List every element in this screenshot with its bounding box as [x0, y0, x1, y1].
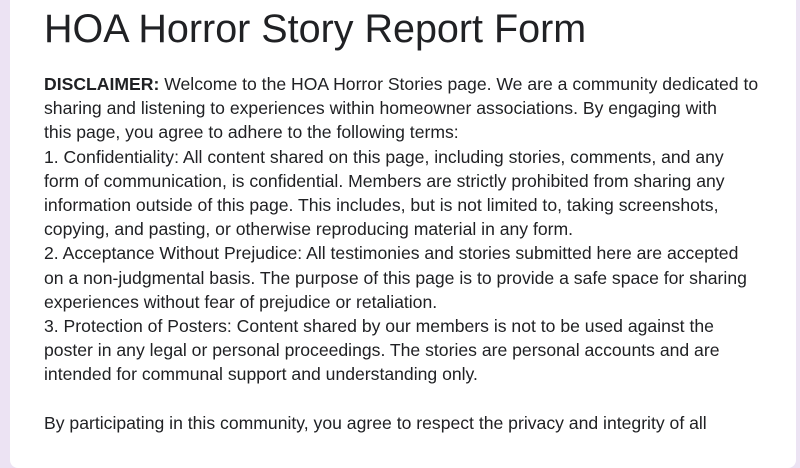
form-title: HOA Horror Story Report Form	[44, 7, 587, 51]
protection-term-line: intended for communal support and understanding only.	[44, 364, 478, 385]
confidentiality-term-line: information outside of this page. This includes, but is not limited to, taking screenshots,	[44, 195, 719, 216]
disclaimer-label: DISCLAIMER:	[44, 74, 160, 94]
participation-line: By participating in this community, you agree to respect the privacy and integrity of all	[44, 412, 707, 433]
confidentiality-term-line: form of communication, is confidential. Members are strictly prohibited from sharing any	[44, 170, 725, 191]
protection-term-line: poster in any legal or personal proceedings. The stories are personal accounts and are	[44, 340, 720, 361]
description-line: sharing and listening to experiences within homeowner associations. By engaging with	[44, 98, 717, 119]
acceptance-term-line: on a non-judgmental basis. The purpose of this page is to provide a safe space for sharing	[44, 267, 747, 288]
form-header-card	[10, 0, 796, 468]
paragraph-gap	[44, 387, 784, 411]
confidentiality-term-line: 1. Confidentiality: All content shared on this page, including stories, comments, and any	[44, 146, 724, 167]
protection-term-line: 3. Protection of Posters: Content shared by our members is not to be used against the	[44, 316, 714, 337]
confidentiality-term-line: copying, and pasting, or otherwise reproducing material in any form.	[44, 219, 574, 240]
description-line: this page, you agree to adhere to the following terms:	[44, 122, 459, 143]
acceptance-term-line: 2. Acceptance Without Prejudice: All testimonies and stories submitted here are accepted	[44, 243, 739, 264]
disclaimer-intro-line	[44, 72, 784, 96]
form-description	[44, 72, 784, 435]
description-line: Welcome to the HOA Horror Stories page. We are a community dedicated to	[159, 74, 759, 94]
acceptance-term-line: experiences without fear of prejudice or retaliation.	[44, 291, 438, 312]
